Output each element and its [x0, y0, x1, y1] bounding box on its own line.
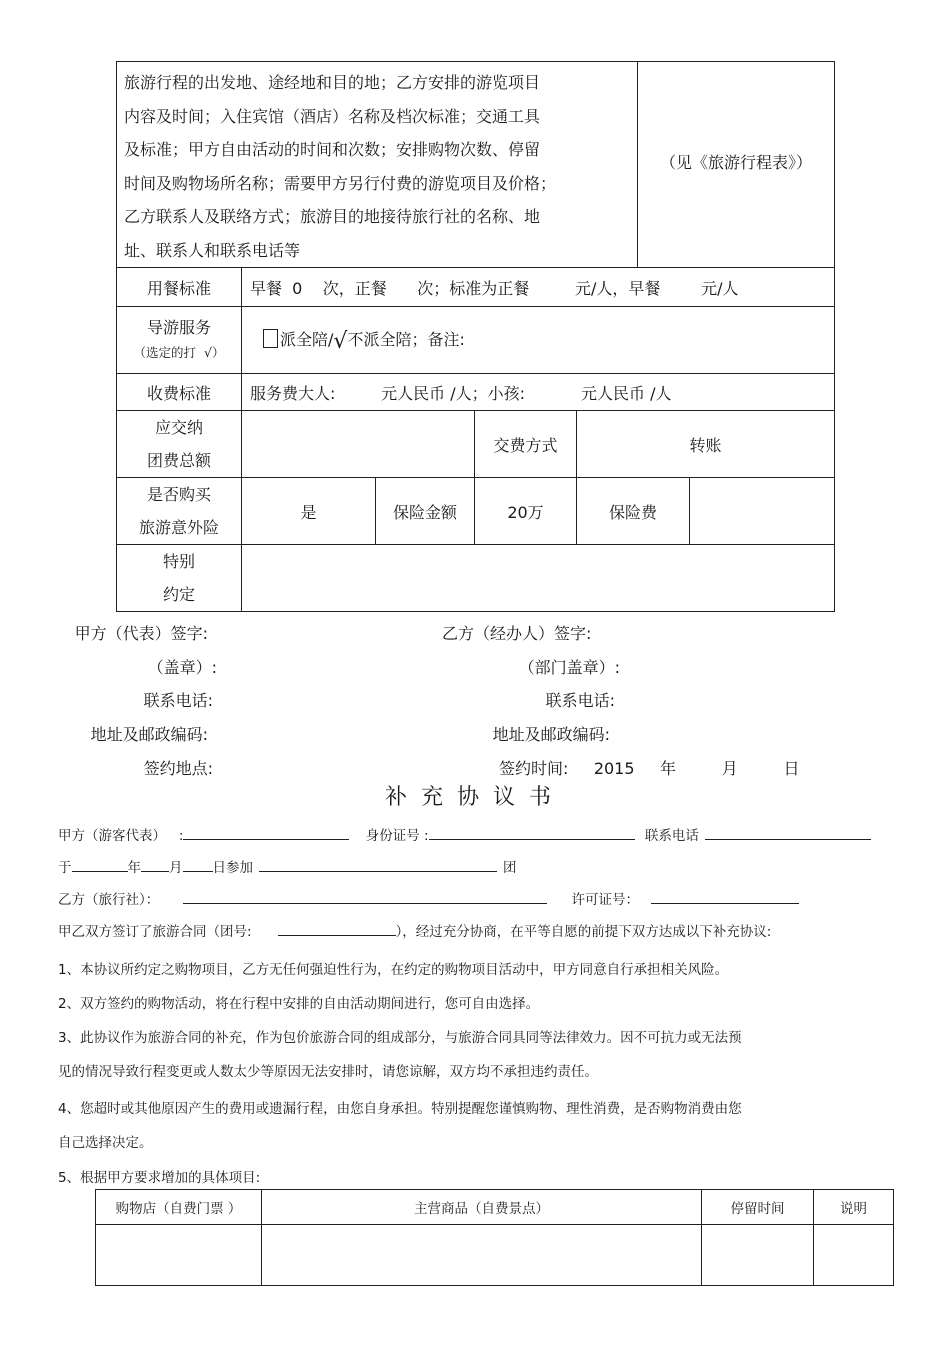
duration-cell[interactable] — [702, 1225, 814, 1286]
header-duration: 停留时间 — [702, 1190, 814, 1225]
insurance-fee-value[interactable] — [690, 478, 835, 545]
itinerary-line: 址、联系人和联系电话等 — [124, 240, 301, 260]
month-blank[interactable] — [141, 858, 169, 872]
tourist-name-blank[interactable] — [183, 826, 349, 840]
special-label-line2: 约定 — [162, 585, 195, 604]
insurance-label — [117, 478, 242, 545]
total-label — [117, 411, 242, 478]
shopping-table-header — [96, 1190, 894, 1225]
supplement-item-2: 2、双方签约的购物活动，将在行程中安排的自由活动期间进行，您可自由选择。 — [58, 996, 540, 1012]
insurance-amount-value: 20万 — [475, 478, 577, 545]
license-label: 许可证号： — [571, 892, 640, 908]
itinerary-line: 及标准；甲方自由活动的时间和次数；安排购物次数、停留 — [124, 140, 541, 159]
group-suffix: 团 — [503, 860, 517, 876]
party-a-seal: （盖章）: — [147, 658, 217, 677]
supplement-item-3a: 3、此协议作为旅游合同的补充，作为包价旅游合同的组成部分，与旅游合同具同等法律效力。因不可抗力或无法预 — [58, 1030, 742, 1046]
id-number-label: 身份证号 : — [365, 828, 429, 844]
itinerary-reference: （见《旅游行程表》） — [638, 62, 835, 268]
fee-label: 收费标准 — [117, 374, 242, 411]
agency-label: 乙方（旅行社）： — [58, 892, 160, 908]
meal-row — [117, 268, 835, 307]
party-b-seal: （部门盖章）: — [518, 658, 620, 677]
supplement-item-1: 1、本协议所约定之购物项目，乙方无任何强迫性行为，在约定的购物项目活动中，甲方同意自行承担相关风险。 — [58, 962, 729, 978]
total-value[interactable] — [242, 411, 475, 478]
supplement-line-date — [58, 856, 517, 876]
meal-label: 用餐标准 — [117, 268, 242, 307]
contract-no-label: 甲乙双方签订了旅游合同（团号: — [58, 924, 252, 940]
guide-label — [117, 307, 242, 374]
contact-phone-blank[interactable] — [705, 826, 871, 840]
note-cell[interactable] — [814, 1225, 894, 1286]
special-value[interactable] — [242, 545, 835, 612]
contact-phone-label: 联系电话 — [644, 828, 699, 844]
goods-cell[interactable] — [262, 1225, 702, 1286]
insurance-label-line2: 旅游意外险 — [138, 518, 219, 537]
supplement-item-4a: 4、您超时或其他原因产生的费用或遗漏行程，由您自身承担。特别提醒您谨慎购物、理性消费，是否购物消费由您 — [58, 1101, 742, 1117]
itinerary-row — [117, 62, 835, 268]
year-label: 年 — [127, 860, 141, 876]
day-blank[interactable] — [183, 858, 213, 872]
month-label: 月 — [169, 860, 183, 876]
guide-label-main: 导游服务 — [146, 318, 211, 337]
agreement-intro: ），经过充分协商，在平等自愿的前提下双方达成以下补充协议: — [395, 924, 772, 940]
supplement-line-party-b — [58, 888, 799, 908]
date-prefix: 于 — [58, 860, 72, 876]
id-number-blank[interactable] — [429, 826, 635, 840]
signing-time: 签约时间: 2015 年 月 日 — [499, 759, 800, 778]
special-label-line1: 特别 — [162, 552, 195, 571]
party-b-signature: 乙方（经办人）签字: — [442, 624, 592, 643]
total-row — [117, 411, 835, 478]
fee-row — [117, 374, 835, 411]
party-a-tourist-label: 甲方（游客代表） : — [58, 828, 184, 844]
insurance-amount-label: 保险金额 — [376, 478, 475, 545]
guide-option-full: 派全陪/ — [280, 329, 334, 349]
party-b-phone: 联系电话: — [545, 691, 615, 710]
special-label — [117, 545, 242, 612]
signing-place: 签约地点: — [143, 759, 213, 778]
itinerary-line: 乙方联系人及联络方式；旅游目的地接待旅行社的名称、地 — [124, 207, 541, 226]
join-label: 日参加 — [212, 860, 253, 876]
party-b-address: 地址及邮政编码: — [492, 725, 610, 744]
supplement-item-3b: 见的情况导致行程变更或人数太少等原因无法安排时，请您谅解，双方均不承担违约责任。 — [58, 1064, 598, 1080]
header-goods: 主营商品（自费景点） — [262, 1190, 702, 1225]
header-note: 说明 — [814, 1190, 894, 1225]
contract-no-blank[interactable] — [278, 922, 396, 936]
itinerary-description — [117, 62, 638, 268]
guide-row — [117, 307, 835, 374]
shopping-table — [95, 1189, 894, 1286]
payment-method-label: 交费方式 — [475, 411, 577, 478]
party-a-address: 地址及邮政编码: — [90, 725, 208, 744]
supplement-item-4b: 自己选择决定。 — [58, 1135, 153, 1151]
insurance-row — [117, 478, 835, 545]
guide-label-sub: （选定的打 √） — [133, 345, 225, 360]
supplement-title: 补充协议书 — [384, 785, 565, 810]
supplement-item-5: 5、根据甲方要求增加的具体项目: — [58, 1170, 261, 1186]
check-mark-icon: √ — [333, 328, 348, 354]
meal-value: 早餐 0 次，正餐 次；标准为正餐 元/人，早餐 元/人 — [242, 268, 835, 307]
agency-blank[interactable] — [183, 890, 547, 904]
total-label-line2: 团费总额 — [146, 451, 211, 470]
itinerary-line: 内容及时间；入住宾馆（酒店）名称及档次标准；交通工具 — [124, 106, 541, 126]
fee-value: 服务费大人: 元人民币 /人；小孩: 元人民币 /人 — [242, 374, 835, 411]
special-row — [117, 545, 835, 612]
license-blank[interactable] — [651, 890, 799, 904]
header-shop: 购物店（自费门票 ） — [96, 1190, 262, 1225]
payment-method-value: 转账 — [577, 411, 835, 478]
table-row — [96, 1225, 894, 1286]
insurance-fee-label: 保险费 — [577, 478, 690, 545]
supplement-line-party-a — [58, 824, 871, 844]
insurance-value: 是 — [242, 478, 376, 545]
itinerary-line: 时间及购物场所名称；需要甲方另行付费的游览项目及价格； — [124, 173, 557, 193]
guide-option-none: 不派全陪；备注: — [347, 329, 465, 349]
insurance-label-line1: 是否购买 — [146, 485, 211, 504]
itinerary-line: 旅游行程的出发地、途经地和目的地；乙方安排的游览项目 — [124, 73, 541, 92]
guide-options — [242, 307, 835, 374]
year-blank[interactable] — [72, 858, 128, 872]
group-blank[interactable] — [259, 858, 497, 872]
shop-cell[interactable] — [96, 1225, 262, 1286]
total-label-line1: 应交纳 — [154, 418, 203, 437]
party-a-phone: 联系电话: — [143, 691, 213, 710]
checkbox-icon[interactable] — [263, 329, 278, 348]
party-a-signature: 甲方（代表）签字: — [74, 624, 208, 643]
contract-table — [116, 61, 835, 612]
supplement-line-contract — [58, 920, 771, 940]
